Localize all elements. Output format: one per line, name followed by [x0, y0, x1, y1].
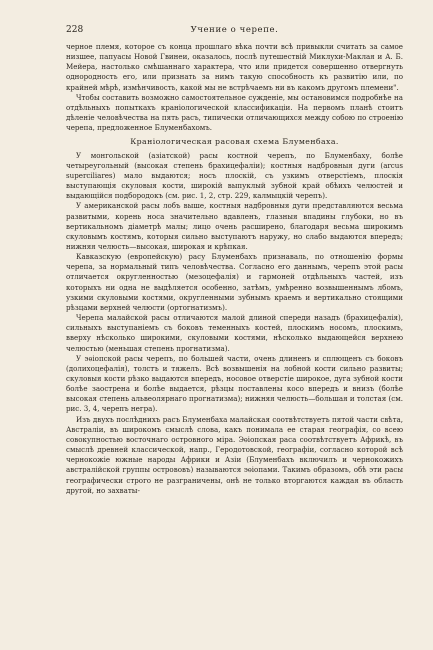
paragraph: У эѳіопской расы черепъ, по большей части, очень длиненъ и сплющенъ съ боковъ (долихоцефалія), толстъ и тяжелъ. Всѣ возвышенія на лобной кости сильно развиты; скуловыя кости рѣзко выдаются впередъ, носовое отверстіе широкое, дуга зубной кости болѣе заострена и болѣе выдается, рѣзцы поставлены косо впередъ и внизъ (болѣе высокая степень альвеолярнаго прогнатизма); нижняя челюсть—большая и толстая (см. рис. 3, 4, черепъ негра). [66, 353, 403, 414]
page-number: 228 [66, 25, 84, 35]
paragraph: У монгольской (азіатской) расы костной черепъ, по Блуменбаху, болѣе четыреугольный (высокая степень брахицефаліи); костныя надбровныя дуги (arcus superciliares) мало выдаются; носъ плоскій, съ узкимъ отверстіемъ, плоскія выступающія скуловыя кости, широкій выпуклый зубной край обѣихъ челюстей и выдающійся подбородокъ (см. рис. 1, 2, стр. 229, калмыцкій черепъ). [66, 150, 403, 201]
running-head [66, 23, 403, 37]
paragraph: Изъ двухъ послѣднихъ расъ Блуменбаха малайская соотвѣтствуетъ пятой части свѣта, Австраліи, въ широкомъ смыслѣ слова, какъ понимала ее старая географія, со всею совокупностью восточнаго островного міра. Эѳіопская раса соотвѣтствуетъ Африкѣ, въ смыслѣ древней классической, напр., Геродотовской, географіи, согласно которой всѣ чернокожіе южные народы Африки и Азіи (Блуменбахъ включилъ и чернокожихъ австралійской группы острововъ) называются эѳіопами. Такимъ образомъ, обѣ эти расы географически строго не разграничены, онѣ не только вторгаются каждая въ область другой, но захваты- [66, 414, 403, 495]
section-title: Краніологическая расовая схема Блуменбаха. [130, 137, 339, 147]
running-head-title: Учение о черепе. [190, 25, 279, 35]
paragraph: У американской расы лобъ выше, костныя надбровныя дуги представляются весьма развитыми, корень носа значительно вдавленъ, глазныя впадины глубоки, но въ вертикальномъ діаметрѣ малы; лицо очень расширено, благодаря весьма широкимъ скуловымъ костямъ, которыя сильно выступаютъ наружу, но слабо выдаются впередъ; нижняя челюсть—высокая, широкая и крѣпкая. [66, 201, 403, 251]
paragraph: Кавказскую (европейскую) расу Блуменбахъ признаваль, по отношенію формы черепа, за нормальный типъ человѣчества. Согласно его даннымъ, черепъ этой расы отличается округленностью (мезоцефалія) и гармоней отдѣльныхъ частей, изъ которыхъ ни одна не выдѣляется особенно, затѣмъ, умѣренно возвышеннымъ лбомъ, узкими скуловыми костями, округленными зубнымъ краемъ и вертикально стоящими рѣзцами верхней челюсти (ортогнатизмъ). [66, 252, 403, 312]
body-text [66, 42, 403, 496]
paragraph: Чтобы составить возможно самостоятельное сужденіе, мы остановимся подробнѣе на отдѣльныхъ попыткахъ краніологической классификаціи. На первомъ планѣ стоитъ дѣленіе человѣчества на пять расъ, типически отличающихся между собою по строенію черепа, предложенное Блуменбахомъ. [66, 92, 403, 133]
paragraph: черное племя, которое съ конца прошлаго вѣка почти всѣ привыкли считать за самое низшее, папуасы Новой Гвинеи, оказалось, послѣ путешествій Миклухи-Маклая и А. Б. Мейера, настолько смѣшаннаго характера, что или придется совершенно отвергнуть однородность его, или признать за нимъ такую способность къ развитію или, по крайней мѣрѣ, измѣнчивость, какой мы не встрѣчаемъ ни въ какомъ другомъ племени". [66, 42, 403, 92]
paragraph: Черепа малайской расы отличаются малой длиной спереди назадъ (брахицефалія), сильныхъ выступаніемъ съ боковъ теменныхъ костей, плоскимъ носомъ, плоскимъ, вверху нѣсколько широкими, скуловыми костями, нѣсколько выдающейся верхнею челюстью (меньшая степень прогнатизма). [66, 313, 403, 353]
